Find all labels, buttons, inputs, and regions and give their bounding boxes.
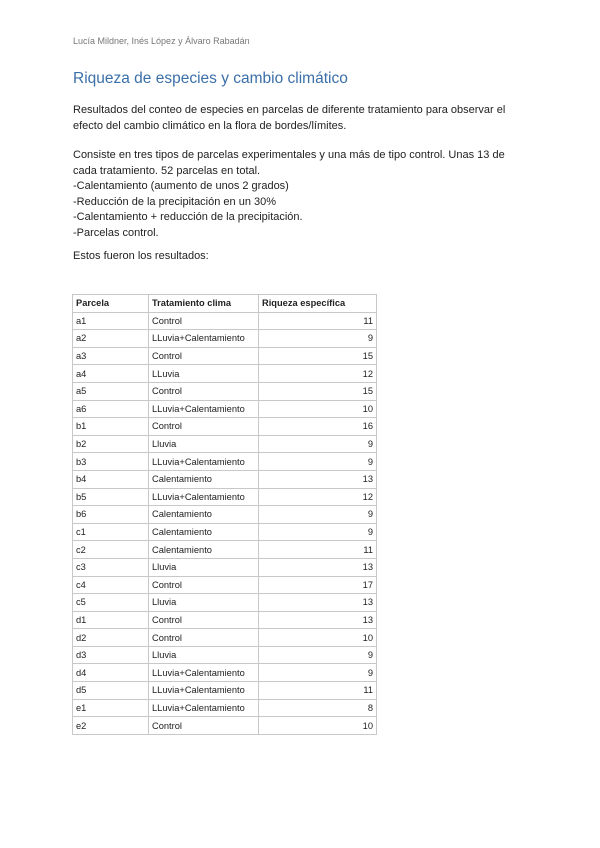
cell-parcela: a1 [73, 312, 149, 330]
cell-tratamiento: Control [149, 418, 259, 436]
table-row [73, 330, 377, 348]
cell-tratamiento: Control [149, 347, 259, 365]
table-row [73, 699, 377, 717]
cell-tratamiento: LLuvia+Calentamiento [149, 682, 259, 700]
cell-riqueza: 10 [259, 400, 377, 418]
cell-parcela: c4 [73, 576, 149, 594]
cell-parcela: c5 [73, 594, 149, 612]
table-row [73, 382, 377, 400]
table-row [73, 541, 377, 559]
cell-parcela: d4 [73, 664, 149, 682]
cell-riqueza: 9 [259, 664, 377, 682]
table-row [73, 664, 377, 682]
table-row [73, 347, 377, 365]
cell-riqueza: 11 [259, 541, 377, 559]
cell-riqueza: 13 [259, 470, 377, 488]
cell-riqueza: 11 [259, 312, 377, 330]
column-header-parcela: Parcela [73, 295, 149, 313]
table-row [73, 682, 377, 700]
cell-parcela: d3 [73, 646, 149, 664]
table-row [73, 400, 377, 418]
table-row [73, 594, 377, 612]
column-header-riqueza: Riqueza específica [259, 295, 377, 313]
cell-riqueza: 10 [259, 629, 377, 647]
cell-tratamiento: Control [149, 611, 259, 629]
cell-riqueza: 17 [259, 576, 377, 594]
table-row [73, 506, 377, 524]
cell-parcela: a3 [73, 347, 149, 365]
cell-tratamiento: Lluvia [149, 558, 259, 576]
treatment-item: -Calentamiento (aumento de unos 2 grados) [73, 180, 289, 192]
table-row [73, 576, 377, 594]
cell-tratamiento: LLuvia+Calentamiento [149, 664, 259, 682]
cell-parcela: a4 [73, 365, 149, 383]
text-line: efecto del cambio climático en la flora de bordes/límites. [73, 119, 347, 132]
cell-riqueza: 12 [259, 488, 377, 506]
cell-riqueza: 9 [259, 506, 377, 524]
table-row [73, 453, 377, 471]
cell-riqueza: 13 [259, 558, 377, 576]
cell-parcela: d5 [73, 682, 149, 700]
document-title: Riqueza de especies y cambio climático [73, 70, 348, 87]
cell-parcela: d1 [73, 611, 149, 629]
text-line: Resultados del conteo de especies en parcelas de diferente tratamiento para observar el [73, 104, 506, 116]
cell-riqueza: 13 [259, 611, 377, 629]
cell-tratamiento: Calentamiento [149, 470, 259, 488]
cell-tratamiento: Control [149, 629, 259, 647]
results-intro: Estos fueron los resultados: [73, 250, 209, 262]
cell-parcela: a2 [73, 330, 149, 348]
cell-tratamiento: Control [149, 717, 259, 735]
cell-tratamiento: LLuvia+Calentamiento [149, 400, 259, 418]
cell-tratamiento: Lluvia [149, 435, 259, 453]
cell-riqueza: 15 [259, 382, 377, 400]
results-table [72, 294, 377, 735]
column-header-tratamiento: Tratamiento clima [149, 295, 259, 313]
cell-tratamiento: Control [149, 312, 259, 330]
cell-parcela: c3 [73, 558, 149, 576]
cell-tratamiento: LLuvia+Calentamiento [149, 699, 259, 717]
table-row [73, 365, 377, 383]
cell-riqueza: 9 [259, 453, 377, 471]
cell-parcela: a5 [73, 382, 149, 400]
cell-parcela: b1 [73, 418, 149, 436]
table-row [73, 523, 377, 541]
cell-riqueza: 9 [259, 646, 377, 664]
cell-tratamiento: Control [149, 382, 259, 400]
cell-parcela: b4 [73, 470, 149, 488]
method-paragraph [73, 148, 533, 241]
cell-riqueza: 9 [259, 435, 377, 453]
table-row [73, 435, 377, 453]
table-row [73, 558, 377, 576]
cell-tratamiento: LLuvia [149, 365, 259, 383]
treatment-item: -Parcelas control. [73, 226, 159, 239]
cell-tratamiento: Lluvia [149, 646, 259, 664]
table-row [73, 646, 377, 664]
cell-riqueza: 9 [259, 330, 377, 348]
cell-riqueza: 12 [259, 365, 377, 383]
table-header-row [73, 295, 377, 313]
cell-tratamiento: LLuvia+Calentamiento [149, 453, 259, 471]
cell-tratamiento: LLuvia+Calentamiento [149, 330, 259, 348]
cell-riqueza: 13 [259, 594, 377, 612]
cell-parcela: b3 [73, 453, 149, 471]
cell-tratamiento: Calentamiento [149, 523, 259, 541]
cell-parcela: a6 [73, 400, 149, 418]
text-line: Consiste en tres tipos de parcelas experimentales y una más de tipo control. Unas 13 de [73, 149, 505, 161]
cell-tratamiento: Calentamiento [149, 541, 259, 559]
cell-parcela: c1 [73, 523, 149, 541]
table-row [73, 488, 377, 506]
cell-riqueza: 10 [259, 717, 377, 735]
cell-parcela: d2 [73, 629, 149, 647]
authors-header: Lucía Mildner, Inés López y Álvaro Rabadán [73, 36, 250, 46]
cell-parcela: b2 [73, 435, 149, 453]
cell-tratamiento: LLuvia+Calentamiento [149, 488, 259, 506]
intro-paragraph [73, 103, 533, 134]
cell-riqueza: 9 [259, 523, 377, 541]
table-row [73, 611, 377, 629]
cell-tratamiento: Lluvia [149, 594, 259, 612]
table-row [73, 312, 377, 330]
cell-parcela: c2 [73, 541, 149, 559]
cell-parcela: e2 [73, 717, 149, 735]
treatment-item: -Reducción de la precipitación en un 30% [73, 195, 277, 208]
table-row [73, 629, 377, 647]
table-row [73, 418, 377, 436]
cell-riqueza: 11 [259, 682, 377, 700]
cell-tratamiento: Calentamiento [149, 506, 259, 524]
treatment-item: -Calentamiento + reducción de la precipitación. [73, 211, 303, 223]
cell-tratamiento: Control [149, 576, 259, 594]
cell-parcela: b5 [73, 488, 149, 506]
text-line: cada tratamiento. 52 parcelas en total. [73, 164, 261, 177]
table-row [73, 717, 377, 735]
cell-riqueza: 16 [259, 418, 377, 436]
cell-parcela: e1 [73, 699, 149, 717]
cell-riqueza: 8 [259, 699, 377, 717]
cell-riqueza: 15 [259, 347, 377, 365]
cell-parcela: b6 [73, 506, 149, 524]
table-row [73, 470, 377, 488]
